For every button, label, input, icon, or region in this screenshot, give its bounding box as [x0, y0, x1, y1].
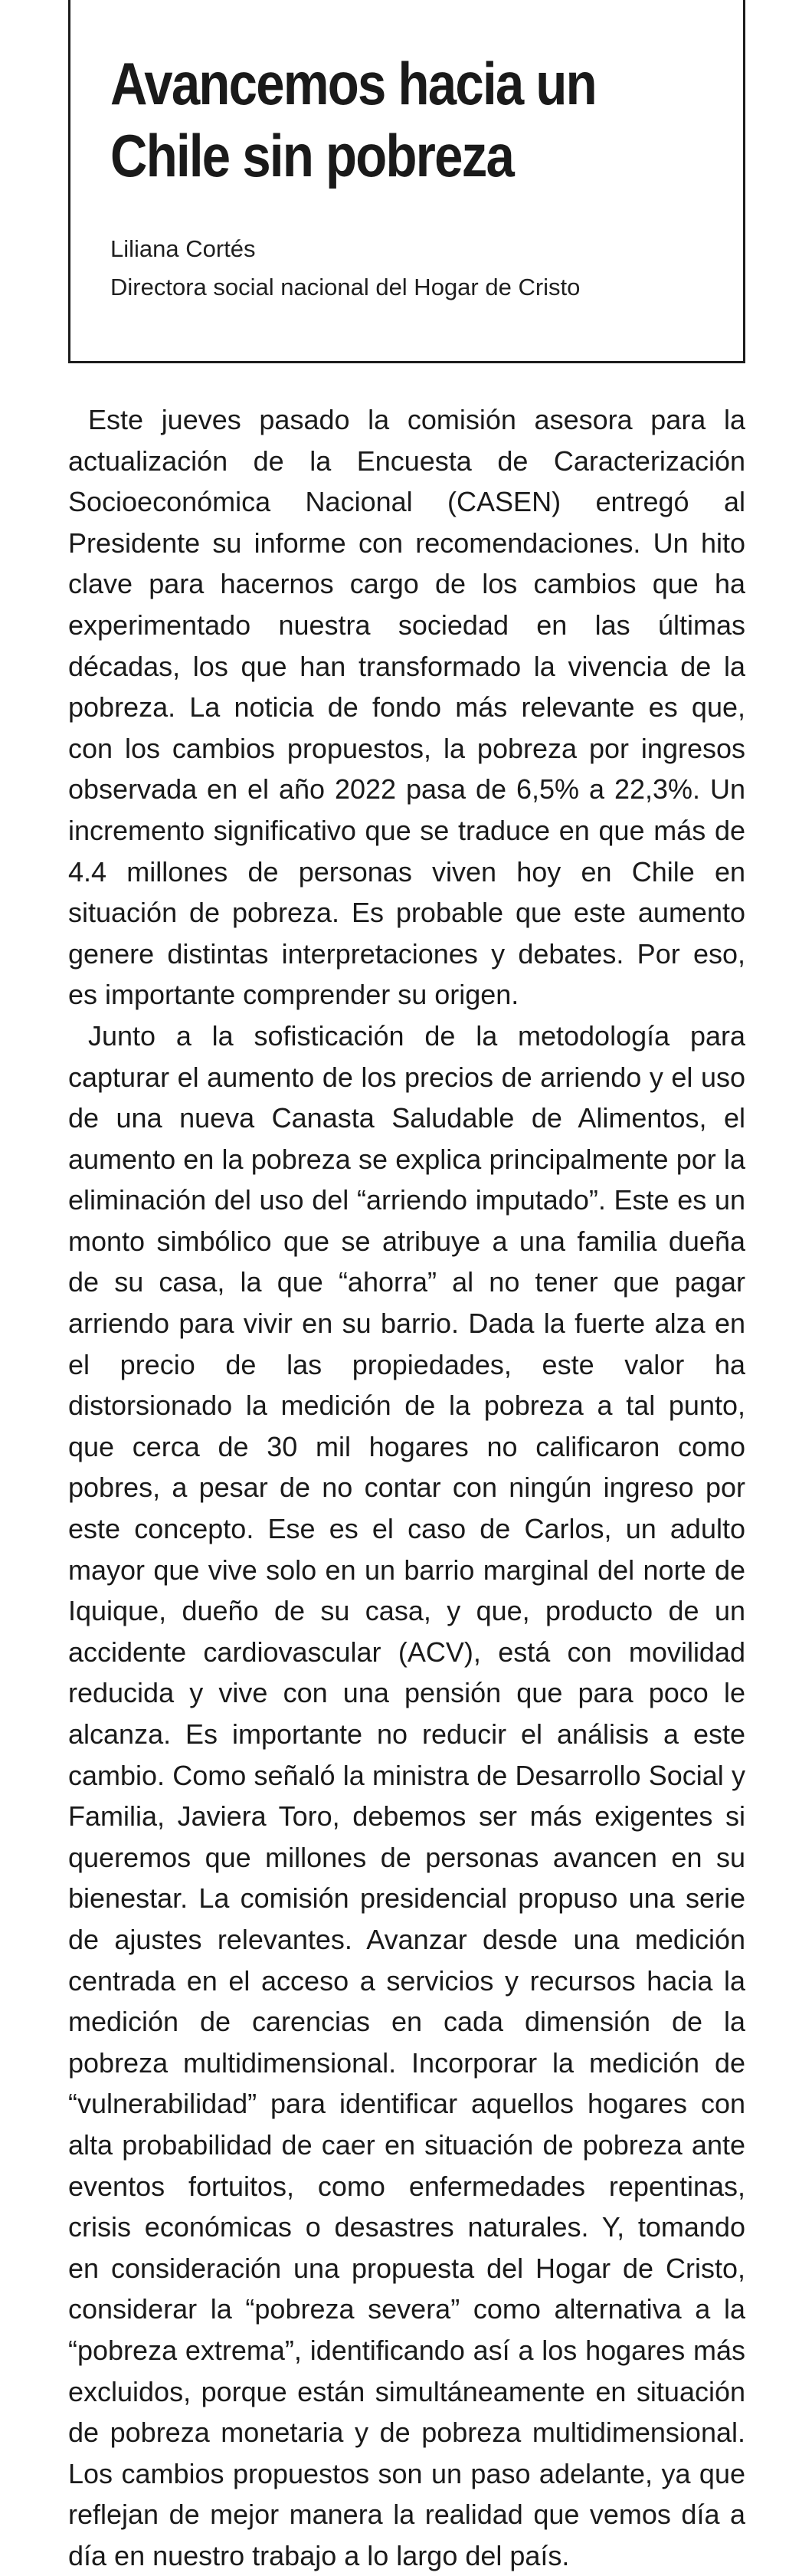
header-box [68, 0, 745, 363]
byline [110, 230, 580, 307]
article-body [68, 399, 745, 2576]
article-paragraph-2: Junto a la sofisticación de la metodología para capturar el aumento de los precios de arriendo y el uso de una nueva Canasta Saludable de Alimentos, el aumento en la pobreza se explica principalmente por la eliminación del uso del “arriendo imputado”. Este es un monto simbólico que se atribuye a una familia dueña de su casa, la que “ahorra” al no tener que pagar arriendo para vivir en su barrio. Dada la fuerte alza en el precio de las propiedades, este valor ha distorsionado la medición de la pobreza a tal punto, que cerca de 30 mil hogares no calificaron como pobres, a pesar de no contar con ningún ingreso por este concepto. Ese es el caso de Carlos, un adulto mayor que vive solo en un barrio marginal del norte de Iquique, dueño de su casa, y que, producto de un accidente cardiovascular (ACV), está con movilidad reducida y vive con una pensión que para poco le alcanza. Es importante no reducir el análisis a este cambio. Como señaló la ministra de Desarrollo Social y Familia, Javiera Toro, debemos ser más exigentes si queremos que millones de personas avancen en su bienestar. La comisión presidencial propuso una serie de ajustes relevantes. Avanzar desde una medición centrada en el acceso a servicios y recursos hacia la medición de carencias en cada dimensión de la pobreza multidimensional. Incorporar la medición de “vulnerabilidad” para identificar aquellos hogares con alta probabilidad de caer en situación de pobreza ante eventos fortuitos, como enfermedades repentinas, crisis económicas o desastres naturales. Y, tomando en consideración una propuesta del Hogar de Cristo, considerar la “pobreza severa” como alternativa a la “pobreza extrema”, identificando así a los hogares más excluidos, porque están simultáneamente en situación de pobreza monetaria y de pobreza multidimensional. Los cambios propuestos son un paso adelante, ya que reflejan de mejor manera la realidad que vemos día a día en nuestro trabajo a lo largo del país. [68, 1019, 745, 2571]
author-name: Liliana Cortés [110, 235, 256, 262]
article-paragraph-1: Este jueves pasado la comisión asesora para la actualización de la Encuesta de Caracterización Socioeconómica Nacional (CASEN) entregó al Presidente su informe con recomendaciones. Un hito clave para hacernos cargo de los cambios que ha experimentado nuestra sociedad en las últimas décadas, los que han transformado la vivencia de la pobreza. La noticia de fondo más relevante es que, con los cambios propuestos, la pobreza por ingresos observada en el año 2022 pasa de 6,5% a 22,3%. Un incremento significativo que se traduce en que más de 4.4 millones de personas viven hoy en Chile en situación de pobreza. Es probable que este aumento genere distintas interpretaciones y debates. Por eso, es importante comprender su origen. [68, 404, 745, 1011]
headline: Avancemos hacia un Chile sin pobreza [110, 50, 596, 189]
author-role: Directora social nacional del Hogar de Cristo [110, 274, 581, 300]
